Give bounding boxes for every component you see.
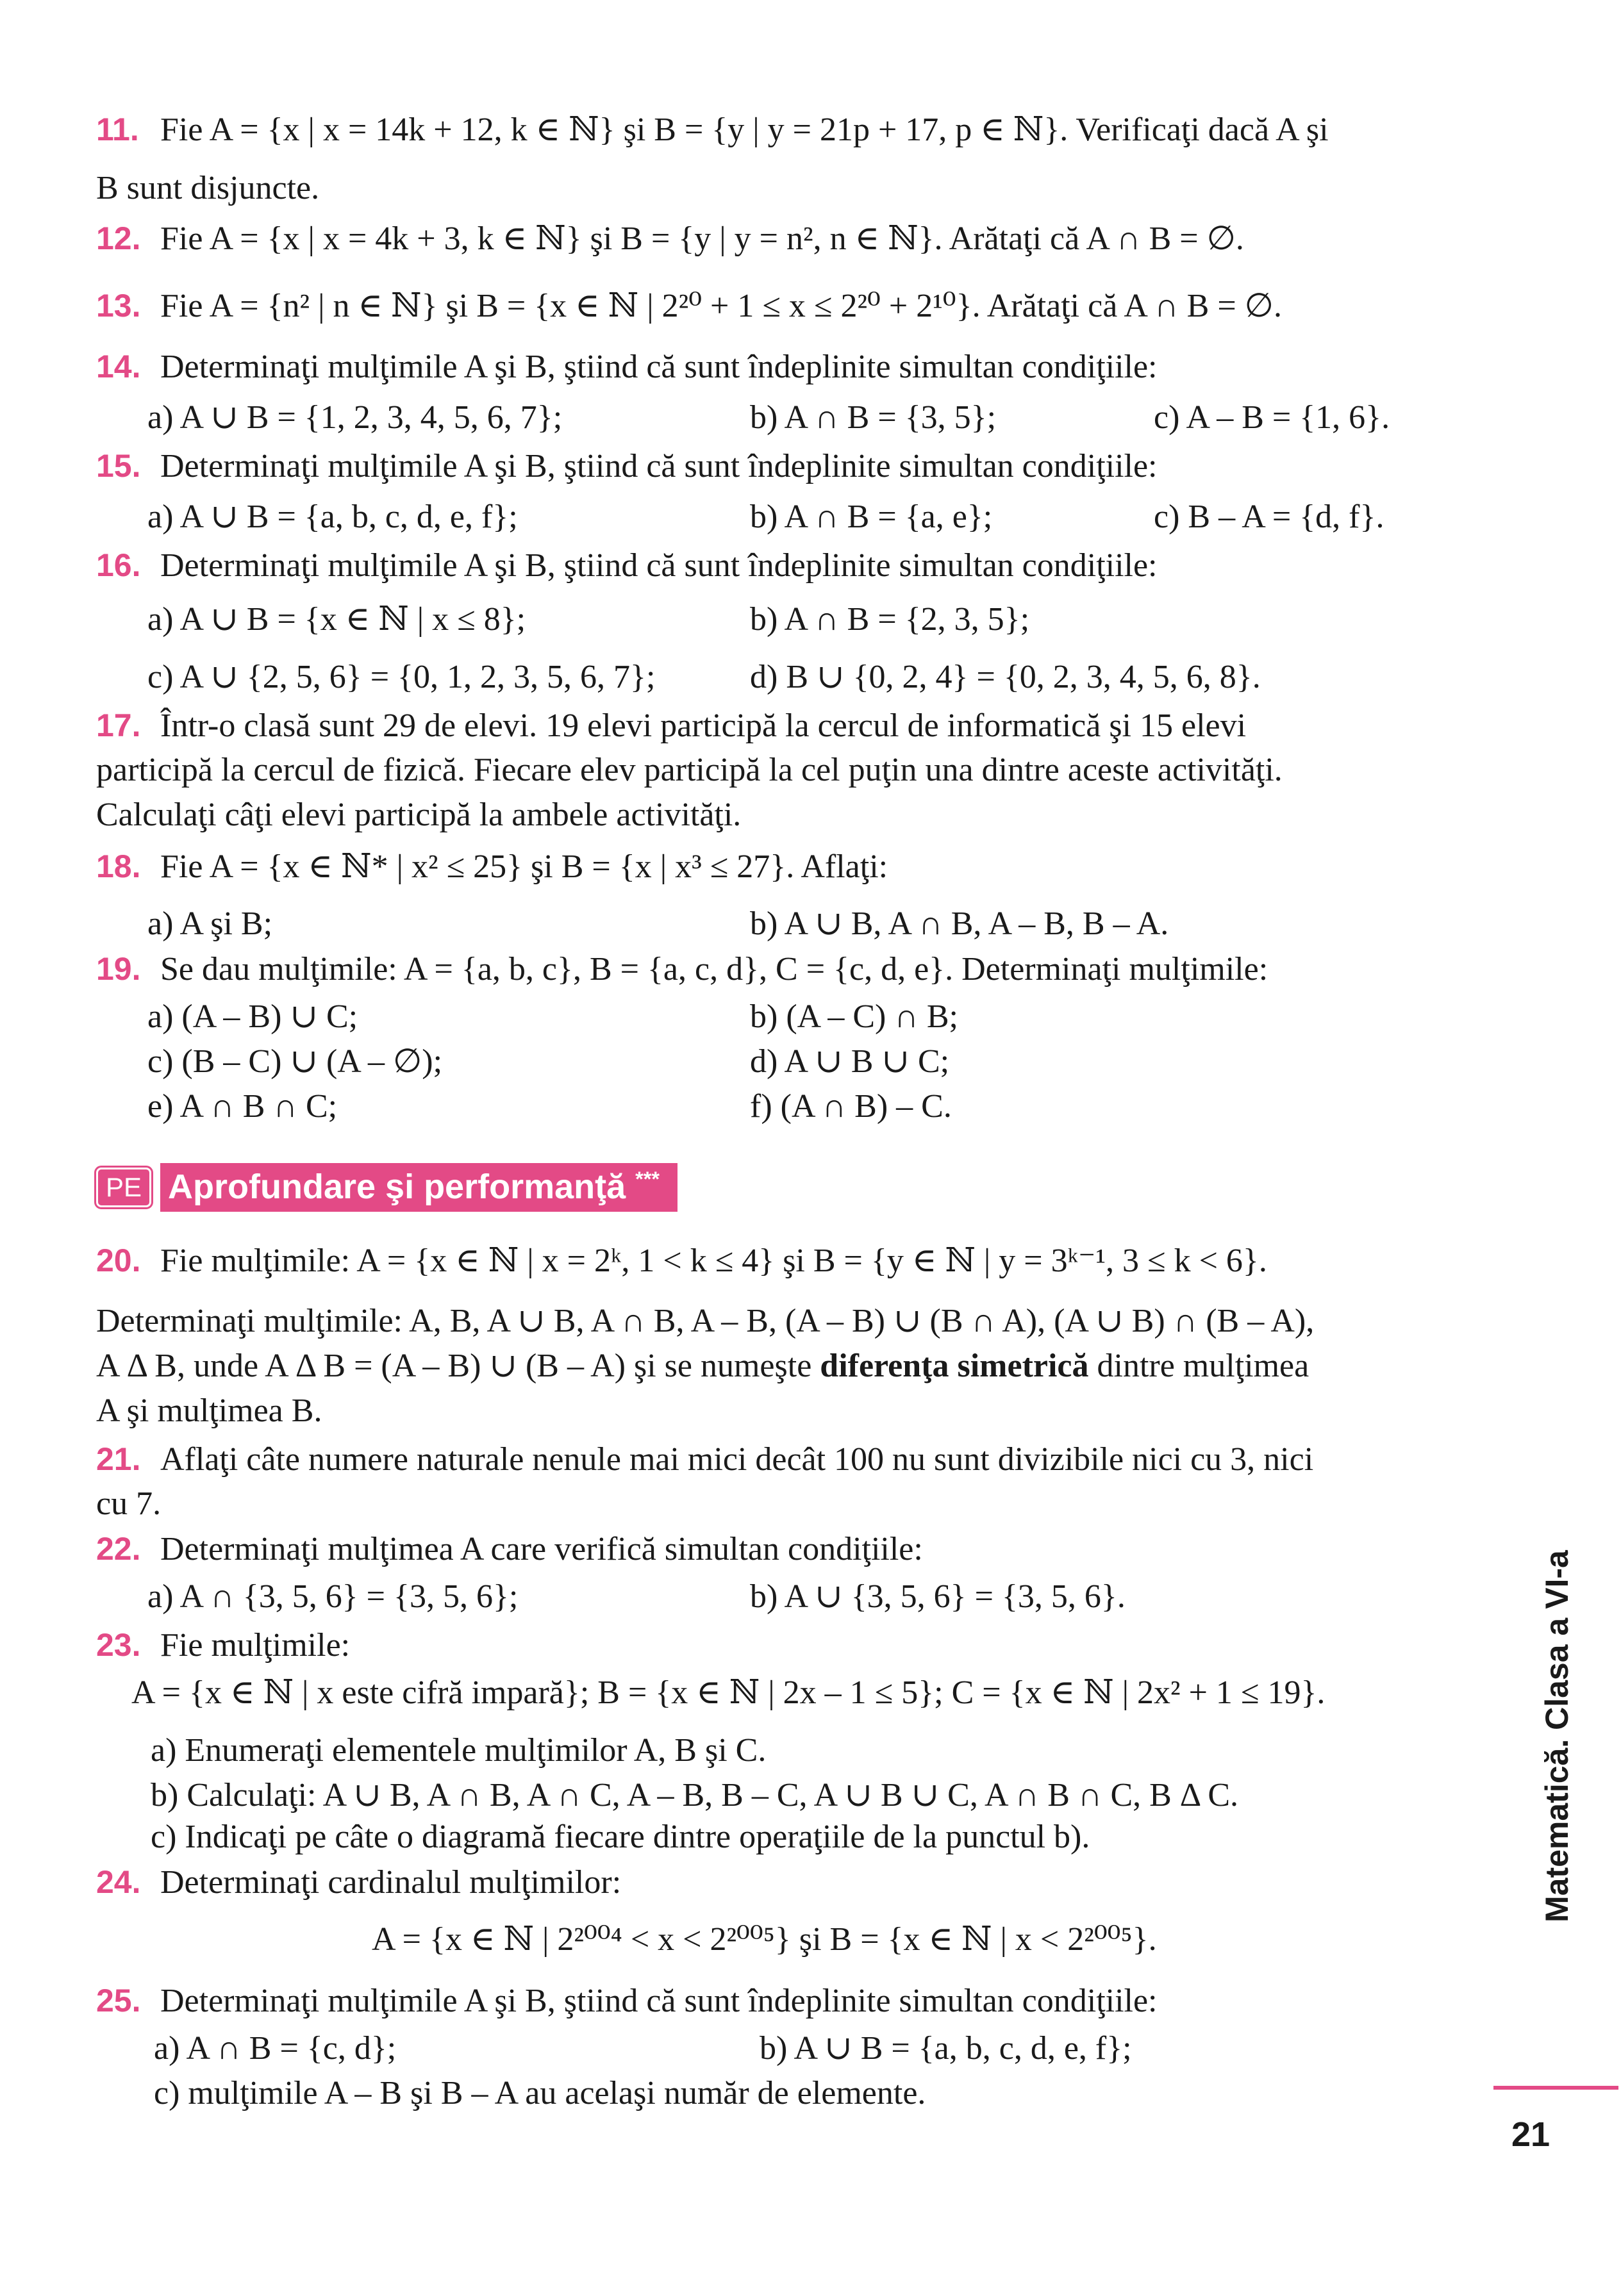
problem-text: Determinaţi mulţimile A şi B, ştiind că sunt îndeplinite simultan condiţiile: xyxy=(160,547,1158,584)
problem-23-b: b) Calculaţi: A ∪ B, A ∩ B, A ∩ C, A – B, B – C, A ∪ B ∪ C, A ∩ B ∩ C, B Δ C. xyxy=(151,1777,1239,1813)
problem-number: 18. xyxy=(96,848,141,884)
sidebar-divider xyxy=(1493,2086,1618,2090)
problem-17 xyxy=(96,705,1468,747)
problem-20-cont3: A şi mulţimea B. xyxy=(96,1392,322,1429)
problem-14-c: c) A – B = {1, 6}. xyxy=(1154,399,1390,436)
section-title xyxy=(160,1163,677,1212)
problem-22-a: a) A ∩ {3, 5, 6} = {3, 5, 6}; xyxy=(147,1578,519,1615)
problem-23 xyxy=(96,1624,1468,1666)
problem-19-a: a) (A – B) ∪ C; xyxy=(147,998,358,1035)
problem-text: Determinaţi mulţimile A şi B, ştiind că sunt îndeplinite simultan condiţiile: xyxy=(160,349,1158,385)
problem-19-d: d) A ∪ B ∪ C; xyxy=(750,1043,950,1080)
problem-number: 15. xyxy=(96,448,141,484)
problem-text: Într-o clasă sunt 29 de elevi. 19 elevi participă la cercul de informatică şi 15 elevi xyxy=(160,707,1247,744)
problem-text: Determinaţi mulţimile A şi B, ştiind că sunt îndeplinite simultan condiţiile: xyxy=(160,448,1158,484)
problem-text: Determinaţi mulţimea A care verifică simultan condiţiile: xyxy=(160,1531,923,1567)
problem-25-c: c) mulţimile A – B şi B – A au acelaşi număr de elemente. xyxy=(154,2075,926,2111)
problem-19-b: b) (A – C) ∩ B; xyxy=(750,998,958,1035)
problem-21 xyxy=(96,1439,1468,1480)
stars-icon: *** xyxy=(635,1168,660,1191)
problem-text: Fie A = {x | x = 4k + 3, k ∈ ℕ} şi B = {y | y = n², n ∈ ℕ}. Arătaţi că A ∩ B = ∅. xyxy=(160,220,1244,257)
problem-25 xyxy=(96,1980,1468,2022)
section-banner xyxy=(96,1163,677,1212)
problem-text: Fie A = {x | x = 14k + 12, k ∈ ℕ} şi B = {y | y = 21p + 17, p ∈ ℕ}. Verificaţi dacă A şi xyxy=(160,111,1329,148)
problem-text: Se dau mulţimile: A = {a, b, c}, B = {a, c, d}, C = {c, d, e}. Determinaţi mulţimile: xyxy=(160,951,1268,987)
term-highlight: diferenţa simetrică xyxy=(820,1348,1089,1384)
problem-text: Determinaţi cardinalul mulţimilor: xyxy=(160,1864,622,1901)
problem-23-definition: A = {x ∈ ℕ | x este cifră impară}; B = {x ∈ ℕ | 2x – 1 ≤ 5}; C = {x ∈ ℕ | 2x² + 1 ≤ 19}. xyxy=(131,1674,1326,1711)
problem-18 xyxy=(96,846,1468,888)
problem-number: 13. xyxy=(96,288,141,324)
problem-19-f: f) (A ∩ B) – C. xyxy=(750,1088,952,1125)
problem-number: 25. xyxy=(96,1983,141,2019)
section-title-text: Aprofundare şi performanţă xyxy=(168,1168,626,1206)
problem-number: 22. xyxy=(96,1531,141,1567)
problem-14 xyxy=(96,346,1468,388)
problem-14-b: b) A ∩ B = {3, 5}; xyxy=(750,399,997,436)
problem-number: 14. xyxy=(96,349,141,384)
pe-badge: PE xyxy=(96,1168,151,1207)
problem-number: 23. xyxy=(96,1627,141,1663)
problem-text: dintre mulţimea xyxy=(1088,1348,1309,1384)
problem-19 xyxy=(96,948,1468,990)
page-number: 21 xyxy=(1511,2115,1550,2154)
problem-16-a: a) A ∪ B = {x ∈ ℕ | x ≤ 8}; xyxy=(147,601,526,638)
problem-24-definition: A = {x ∈ ℕ | 2²⁰⁰⁴ < x < 2²⁰⁰⁵} şi B = {x ∈ ℕ | x < 2²⁰⁰⁵}. xyxy=(372,1921,1157,1958)
problem-12 xyxy=(96,218,1468,260)
problem-number: 11. xyxy=(96,111,139,147)
problem-23-a: a) Enumeraţi elementele mulţimilor A, B şi C. xyxy=(151,1732,767,1769)
sidebar-book-title: Matematică. Clasa a VI-a xyxy=(1539,1550,1575,1922)
problem-text: Fie mulţimile: A = {x ∈ ℕ | x = 2ᵏ, 1 < k ≤ 4} şi B = {y ∈ ℕ | y = 3ᵏ⁻¹, 3 ≤ k < 6}. xyxy=(160,1243,1267,1279)
problem-15-c: c) B – A = {d, f}. xyxy=(1154,499,1384,535)
problem-23-c: c) Indicaţi pe câte o diagramă fiecare dintre operaţiile de la punctul b). xyxy=(151,1819,1090,1855)
problem-text: Aflaţi câte numere naturale nenule mai mici decât 100 nu sunt divizibile nici cu 3, nici xyxy=(160,1441,1314,1478)
problem-16-b: b) A ∩ B = {2, 3, 5}; xyxy=(750,601,1030,638)
problem-number: 19. xyxy=(96,951,141,987)
problem-15-b: b) A ∩ B = {a, e}; xyxy=(750,499,993,535)
problem-text: Fie A = {x ∈ ℕ* | x² ≤ 25} şi B = {x | x³ ≤ 27}. Aflaţi: xyxy=(160,848,888,885)
problem-24 xyxy=(96,1862,1468,1903)
problem-11-cont xyxy=(96,168,1468,209)
problem-13 xyxy=(96,285,1468,327)
problem-22 xyxy=(96,1528,1468,1570)
problem-number: 21. xyxy=(96,1441,141,1477)
problem-number: 16. xyxy=(96,547,141,583)
problem-14-a: a) A ∪ B = {1, 2, 3, 4, 5, 6, 7}; xyxy=(147,399,563,436)
problem-20 xyxy=(96,1240,1468,1282)
problem-text: Fie A = {n² | n ∈ ℕ} şi B = {x ∈ ℕ | 2²⁰ + 1 ≤ x ≤ 2²⁰ + 2¹⁰}. Arătaţi că A ∩ B = ∅. xyxy=(160,288,1282,324)
problem-15 xyxy=(96,445,1468,487)
problem-20-cont: Determinaţi mulţimile: A, B, A ∪ B, A ∩ B, A – B, (A – B) ∪ (B ∩ A), (A ∪ B) ∩ (B – A), xyxy=(96,1303,1315,1339)
problem-11 xyxy=(96,109,1468,151)
problem-18-a: a) A şi B; xyxy=(147,905,273,942)
problem-17-cont: participă la cercul de fizică. Fiecare elev participă la cel puţin una dintre aceste activităţi. xyxy=(96,752,1283,788)
problem-25-a: a) A ∩ B = {c, d}; xyxy=(154,2030,397,2067)
problem-21-cont: cu 7. xyxy=(96,1485,162,1522)
problem-number: 12. xyxy=(96,220,141,256)
problem-15-a: a) A ∪ B = {a, b, c, d, e, f}; xyxy=(147,499,518,535)
problem-text: Fie mulţimile: xyxy=(160,1627,351,1664)
problem-number: 20. xyxy=(96,1243,141,1278)
problem-text: A Δ B, unde A Δ B = (A – B) ∪ (B – A) şi se numeşte xyxy=(96,1348,820,1384)
problem-number: 24. xyxy=(96,1864,141,1900)
problem-16-d: d) B ∪ {0, 2, 4} = {0, 2, 3, 4, 5, 6, 8}. xyxy=(750,659,1261,695)
problem-text: B sunt disjuncte. xyxy=(96,170,320,206)
problem-25-b: b) A ∪ B = {a, b, c, d, e, f}; xyxy=(760,2030,1132,2067)
problem-20-cont2 xyxy=(96,1346,1468,1387)
problem-19-e: e) A ∩ B ∩ C; xyxy=(147,1088,338,1125)
problem-16 xyxy=(96,545,1468,586)
problem-18-b: b) A ∪ B, A ∩ B, A – B, B – A. xyxy=(750,905,1169,942)
problem-19-c: c) (B – C) ∪ (A – ∅); xyxy=(147,1043,443,1080)
problem-number: 17. xyxy=(96,707,141,743)
problem-17-cont2: Calculaţi câţi elevi participă la ambele activităţi. xyxy=(96,797,742,833)
problem-16-c: c) A ∪ {2, 5, 6} = {0, 1, 2, 3, 5, 6, 7}; xyxy=(147,659,656,695)
problem-text: Determinaţi mulţimile A şi B, ştiind că sunt îndeplinite simultan condiţiile: xyxy=(160,1983,1158,2019)
problem-22-b: b) A ∪ {3, 5, 6} = {3, 5, 6}. xyxy=(750,1578,1126,1615)
